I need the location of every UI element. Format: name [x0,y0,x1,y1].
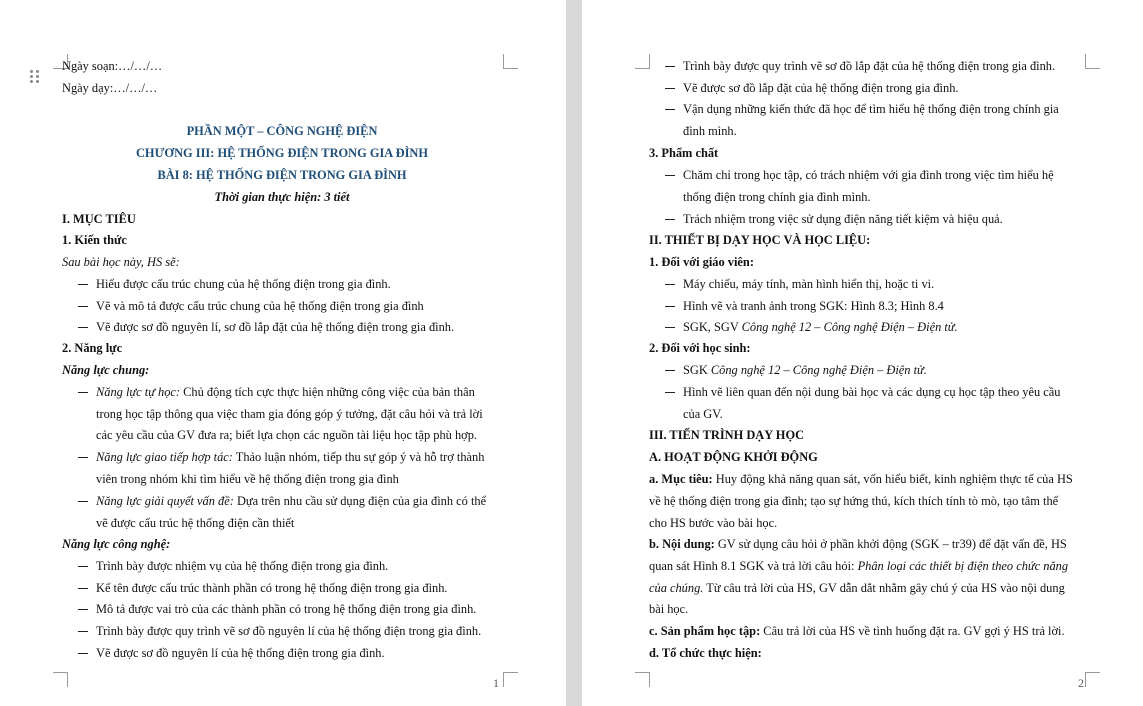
text-line [649,251,1089,273]
line-text: về hệ thống điện trong gia đình; tạo sự hứng thú, kích thích tính tò mò, tạo tâm thế [649,494,1059,508]
bullet-item [96,642,502,664]
line-text: Máy chiếu, máy tính, màn hình hiển thị, hoặc ti vi. [683,277,935,291]
bullet-dash-icon [665,109,675,110]
text-line [649,512,1089,534]
document-page-2 [582,0,1143,706]
text-line [683,120,1089,142]
bullet-item [96,555,502,577]
line-text: Hiểu được cấu trúc chung của hệ thống điện trong gia đình. [96,277,391,291]
line-text: Vẽ được sơ đồ nguyên lí của hệ thống điện trong gia đình. [96,646,385,660]
text-line [649,446,1089,468]
text-line [649,424,1089,446]
line-text: A. HOẠT ĐỘNG KHỞI ĐỘNG [649,450,818,464]
line-text: vẽ được cấu trúc hệ thống điện cần thiết [96,516,295,530]
line-text: Trình bày được quy trình vẽ sơ đồ nguyên lí của hệ thống điện trong gia đình. [96,624,482,638]
italic-text: Công nghệ 12 – Công nghệ Điện – Điện tử. [741,320,958,334]
text-line [649,229,1089,251]
label: b. Nội dung: [649,537,715,551]
line-text: Ngày soạn:…/…/… [62,59,163,73]
text-line [62,164,502,186]
text-line [62,533,502,555]
line-text: Câu trả lời của HS về tình huống đặt ra. GV gợi ý HS trả lời. [760,624,1065,638]
bullet-item [683,316,1089,338]
bullet-dash-icon [665,284,675,285]
line-text: Vẽ được sơ đồ nguyên lí, sơ đồ lắp đặt của hệ thống điện trong gia đình. [96,320,455,334]
line-text: Năng lực chung: [62,363,150,377]
page-number: 2 [1078,676,1084,690]
bullet-item [96,381,502,403]
italic-text: Phân loại các thiết bị điện theo chức năng [857,559,1069,573]
line-text: Sau bài học này, HS sẽ: [62,255,180,269]
bullet-item [683,208,1089,230]
line-text: Ngày dạy:…/…/… [62,81,158,95]
text-line [649,490,1089,512]
italic-text: của chúng. [649,581,704,595]
line-text: Vận dụng những kiến thức đã học để tìm hiểu hệ thống điện trong chính gia [683,102,1059,116]
line-text: Vẽ được sơ đồ lắp đặt của hệ thống điện trong gia đình. [683,81,959,95]
italic-text: Năng lực giao tiếp hợp tác: [96,450,233,464]
line-text: quan sát Hình 8.1 SGK và trả lời câu hỏi: [649,559,858,573]
label: a. Mục tiêu: [649,472,713,486]
line-text: Hình vẽ liên quan đến nội dung bài học và các dụng cụ học tập theo yêu cầu [683,385,1061,399]
line-text: 2. Đối với học sinh: [649,341,751,355]
line-text: d. Tổ chức thực hiện: [649,646,762,660]
text-line [62,120,502,142]
line-text: bài học. [649,602,689,616]
line-text: Kể tên được cấu trúc thành phần có trong hệ thống điện trong gia đình. [96,581,448,595]
bullet-item [683,55,1089,77]
text-line [62,55,502,77]
text-line [62,337,502,359]
bullet-dash-icon [78,306,88,307]
text-line [62,229,502,251]
text-line [96,512,502,534]
bullet-dash-icon [665,219,675,220]
page-2-body [649,0,1089,706]
line-text: Thời gian thực hiện: 3 tiết [214,190,350,204]
text-line [649,598,1089,620]
text-line [649,468,1089,490]
bullet-dash-icon [78,566,88,567]
bullet-item [683,164,1089,186]
text-line [649,577,1089,599]
text-line [649,337,1089,359]
bullet-item [96,295,502,317]
bullet-dash-icon [665,327,675,328]
line-text: Từ câu trả lời của HS, GV dẫn dắt nhằm gây chú ý của HS vào nội dung [703,581,1065,595]
line-text: III. TIẾN TRÌNH DẠY HỌC [649,428,805,442]
line-text: 3. Phẩm chất [649,146,719,160]
bullet-dash-icon [78,653,88,654]
text-line [62,142,502,164]
bullet-item [683,77,1089,99]
bullet-item [683,295,1089,317]
line-text: GV sử dụng câu hỏi ở phần khởi động (SGK – tr39) để đặt vấn đề, HS [714,537,1067,551]
bullet-item [96,598,502,620]
bullet-item [683,359,1089,381]
line-text: viên trong nhóm khi tìm hiểu về hệ thống điện trong gia đình [96,472,399,486]
page-corner-mark [635,54,650,69]
bullet-item [683,98,1089,120]
line-text: Trách nhiệm trong việc sử dụng điện năng tiết kiệm và hiệu quả. [683,212,1003,226]
page-1-body [62,0,502,706]
line-text: BÀI 8: HỆ THỐNG ĐIỆN TRONG GIA ĐÌNH [157,168,407,182]
line-text: các yêu cầu của GV đưa ra; biết lựa chọn các nguồn tài liệu học tập phù hợp. [96,428,478,442]
line-text: I. MỤC TIÊU [62,212,136,226]
bullet-item [96,577,502,599]
text-line [62,251,502,273]
drag-handle-icon[interactable] [30,70,40,84]
line-text: Mô tả được vai trò của các thành phần có trong hệ thống điện trong gia đình. [96,602,477,616]
line-text: đình mình. [683,124,737,138]
line-text: SGK [683,363,711,377]
page-corner-mark [503,54,518,69]
line-text: Dựa trên nhu cầu sử dụng điện của gia đình có thể [233,494,487,508]
line-text: của GV. [683,407,723,421]
bullet-dash-icon [665,306,675,307]
bullet-dash-icon [78,588,88,589]
line-text: Vẽ và mô tả được cấu trúc chung của hệ thống điện trong gia đình [96,299,424,313]
line-text: 1. Đối với giáo viên: [649,255,754,269]
bullet-dash-icon [78,457,88,458]
text-line [649,620,1089,642]
line-text: Huy động khả năng quan sát, vốn hiểu biết, kinh nghiệm thực tế của HS [712,472,1073,486]
line-text: cho HS bước vào bài học. [649,516,778,530]
bullet-item [683,381,1089,403]
line-text: Chăm chỉ trong học tập, có trách nhiệm với gia đình trong việc tìm hiểu hệ [683,168,1054,182]
page-number: 1 [493,676,499,690]
text-line [683,403,1089,425]
line-text: Trình bày được nhiệm vụ của hệ thống điện trong gia đình. [96,559,389,573]
text-line [96,403,502,425]
bullet-item [683,273,1089,295]
line-text: II. THIẾT BỊ DẠY HỌC VÀ HỌC LIỆU: [649,233,871,247]
text-line [649,642,1089,664]
text-line [649,142,1089,164]
bullet-dash-icon [665,392,675,393]
line-text: Chủ động tích cực thực hiện những công việc của bản thân [180,385,475,399]
bullet-item [96,273,502,295]
bullet-dash-icon [78,631,88,632]
text-line [649,533,1089,555]
text-line [62,186,502,208]
text-line [62,359,502,381]
document-page-1 [0,0,566,706]
text-line [62,77,502,99]
bullet-dash-icon [665,370,675,371]
text-line [96,468,502,490]
line-text: SGK, SGV [683,320,742,334]
bullet-dash-icon [78,609,88,610]
line-text: Thảo luận nhóm, tiếp thu sự góp ý và hỗ trợ thành [232,450,485,464]
bullet-item [96,316,502,338]
label: c. Sản phẩm học tập: [649,624,761,638]
italic-text: Năng lực giải quyết vấn đề: [96,494,234,508]
page-corner-mark [635,672,650,687]
text-line [683,186,1089,208]
line-text: Hình vẽ và tranh ảnh trong SGK: Hình 8.3; Hình 8.4 [683,299,944,313]
bullet-item [96,446,502,468]
text-line [96,424,502,446]
bullet-dash-icon [78,501,88,502]
bullet-item [96,490,502,512]
line-text: CHƯƠNG III: HỆ THỐNG ĐIỆN TRONG GIA ĐÌNH [135,146,429,160]
line-text: thống điện trong chính gia đình mình. [683,190,871,204]
line-text: Trình bày được quy trình vẽ sơ đồ lắp đặt của hệ thống điện trong gia đình. [683,59,1056,73]
bullet-dash-icon [78,327,88,328]
bullet-dash-icon [665,66,675,67]
text-line [649,555,1089,577]
page-corner-mark [503,672,518,687]
text-line [62,208,502,230]
bullet-dash-icon [78,392,88,393]
bullet-dash-icon [78,284,88,285]
bullet-dash-icon [665,88,675,89]
line-text: 1. Kiến thức [62,233,127,247]
italic-text: Công nghệ 12 – Công nghệ Điện – Điện tử. [710,363,927,377]
line-text: Năng lực công nghệ: [62,537,171,551]
italic-text: Năng lực tự học: [96,385,181,399]
bullet-item [96,620,502,642]
line-text: trong học tập thông qua việc tham gia đóng góp ý tưởng, đặt câu hỏi và trả lời [96,407,483,421]
line-text: 2. Năng lực [62,341,123,355]
bullet-dash-icon [665,175,675,176]
line-text: PHẦN MỘT – CÔNG NGHỆ ĐIỆN [186,124,378,138]
